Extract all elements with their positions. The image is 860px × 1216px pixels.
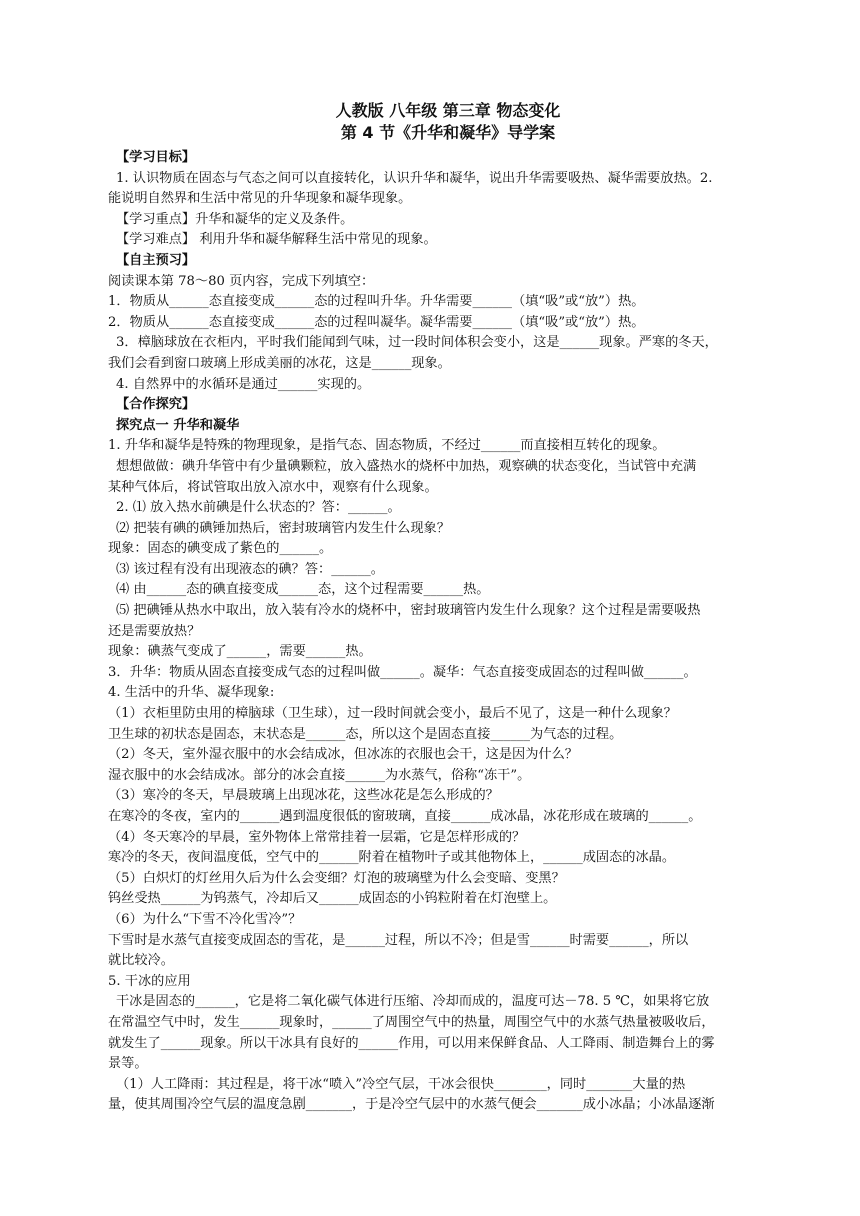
text-line: 在常温空气中时，发生______现象时，______了周围空气中的热量，周围空气中的水蒸气热量被吸收后， (108, 1014, 715, 1030)
text-line: 还是需要放热？ (108, 623, 201, 639)
text-line: ⑶ 该过程有没有出现液态的碘？答：______。 (116, 561, 384, 577)
text-line: 就发生了______现象。所以干冰具有良好的______作用，可以用来保鲜食品、人工降雨、制造舞台上的雾 (108, 1035, 715, 1051)
text-line: 【合作探究】 (116, 397, 196, 413)
text-line: 阅读课本第 78～80 页内容，完成下列填空： (108, 273, 375, 289)
text-line: 1. 升华和凝华是特殊的物理现象，是指气态、固态物质，不经过______而直接相互转化的现象。 (108, 438, 666, 454)
text-line: 量，使其周围冷空气层的温度急剧_______，于是冷空气层中的水蒸气便会_______成小冰晶；小冰晶逐渐 (108, 1097, 715, 1113)
text-line: （2）冬天，室外湿衣服中的水会结成冰，但冰冻的衣服也会干，这是因为什么？ (108, 747, 578, 763)
text-line: 1．物质从______态直接变成______态的过程叫升华。升华需要______（填“吸”或“放”）热。 (108, 294, 645, 310)
text-line: 【学习目标】 (116, 150, 196, 165)
text-line: 【学习难点】 利用升华和凝华解释生活中常见的现象。 (116, 232, 437, 248)
text-line: 2．物质从______态直接变成______态的过程叫凝华。凝华需要______（填“吸”或“放”）热。 (108, 314, 645, 330)
text-line: ⑷ 由______态的碘直接变成______态，这个过程需要______热。 (116, 582, 490, 598)
text-line: 寒冷的冬天，夜间温度低，空气中的______附着在植物叶子或其他物体上，______成固态的冰晶。 (108, 850, 676, 866)
worksheet-page (108, 100, 788, 1116)
text-line: 就比较冷。 (108, 953, 174, 969)
text-line: 想想做做：碘升华管中有少量碘颗粒，放入盛热水的烧杯中加热，观察碘的状态变化，当试管中充满 (116, 458, 697, 474)
text-line: 【学习重点】升华和凝华的定义及条件。 (116, 211, 354, 227)
text-line: 现象：碘蒸气变成了______，需要______热。 (108, 644, 372, 660)
text-line: 4. 生活中的升华、凝华现象: (108, 685, 275, 701)
text-line: （4）冬天寒冷的早晨，室外物体上常常挂着一层霜，它是怎样形成的？ (108, 829, 526, 845)
text-line: 4. 自然界中的水循环是通过______实现的。 (116, 376, 371, 392)
text-line: 在寒冷的冬夜，室内的______遇到温度很低的窗玻璃，直接______成冰晶，冰花形成在玻璃的______。 (108, 809, 702, 824)
text-line: （1）人工降雨：其过程是，将干冰“喷入”冷空气层，干冰会很快________，同时_______大量的热 (116, 1076, 686, 1092)
text-line: 2. ⑴ 放入热水前碘是什么状态的？答：______。 (116, 500, 401, 516)
text-line: 湿衣服中的水会结成冰。部分的冰会直接______为水蒸气，俗称“冻干”。 (108, 767, 531, 783)
document-subtitle: 第 4 节《升华和凝华》导学案 (340, 123, 556, 142)
text-line: 钨丝受热______为钨蒸气，冷却后又______成固态的小钨粒附着在灯泡壁上。 (108, 891, 557, 907)
worksheet-body (108, 148, 788, 1116)
document-title: 人教版 八年级 第三章 物态变化 (335, 101, 561, 120)
text-line: 5. 干冰的应用 (108, 973, 191, 989)
text-line: 能说明自然界和生活中常见的升华现象和凝华现象。 (108, 191, 412, 207)
text-line: （5）白炽灯的灯丝用久后为什么会变细？灯泡的玻璃壁为什么会变暗、变黑？ (108, 870, 565, 886)
text-line: 某种气体后，将试管取出放入凉水中，观察有什么现象。 (108, 479, 438, 495)
text-line: （6）为什么“下雪不冷化雪冷”？ (108, 911, 302, 927)
text-line: ⑸ 把碘锤从热水中取出，放入装有冷水的烧杯中，密封玻璃管内发生什么现象？这个过程是需要吸热 (116, 603, 701, 619)
text-line: ⑵ 把装有碘的碘锤加热后，密封玻璃管内发生什么现象？ (116, 520, 450, 536)
text-line: （1）衣柜里防虫用的樟脑球（卫生球），过一段时间就会变小，最后不见了，这是一种什么现象？ (108, 706, 677, 722)
text-line: 景等。 (108, 1056, 148, 1072)
text-line: 卫生球的初状态是固态，末状态是______态，所以这个是固态直接______为气态的过程。 (108, 726, 623, 742)
text-line: （3）寒冷的冬天，早晨玻璃上出现冰花，这些冰花是怎么形成的？ (108, 788, 499, 804)
text-line: 我们会看到窗口玻璃上形成美丽的冰花，这是______现象。 (108, 355, 451, 371)
text-line: 探究点一 升华和凝华 (116, 417, 240, 433)
text-line: 3．升华：物质从固态直接变成气态的过程叫做______。凝华：气态直接变成固态的过程叫做______。 (108, 664, 697, 680)
text-line: 现象：固态的碘变成了紫色的______。 (108, 541, 333, 557)
text-line: 干冰是固态的______，它是将二氧化碳气体进行压缩、冷却而成的，温度可达－78. 5 ℃，如果将它放 (116, 994, 710, 1010)
text-line: 下雪时是水蒸气直接变成固态的雪花，是______过程，所以不冷；但是雪______时需要______，所以 (108, 932, 689, 948)
text-line: 3．樟脑球放在衣柜内，平时我们能闻到气味，过一段时间体积会变小，这是______现象。严寒的冬天， (116, 335, 718, 351)
text-line: 【自主预习】 (116, 252, 196, 268)
text-line: 1. 认识物质在固态与气态之间可以直接转化，认识升华和凝华，说出升华需要吸热、凝华需要放热。2. (116, 170, 713, 186)
